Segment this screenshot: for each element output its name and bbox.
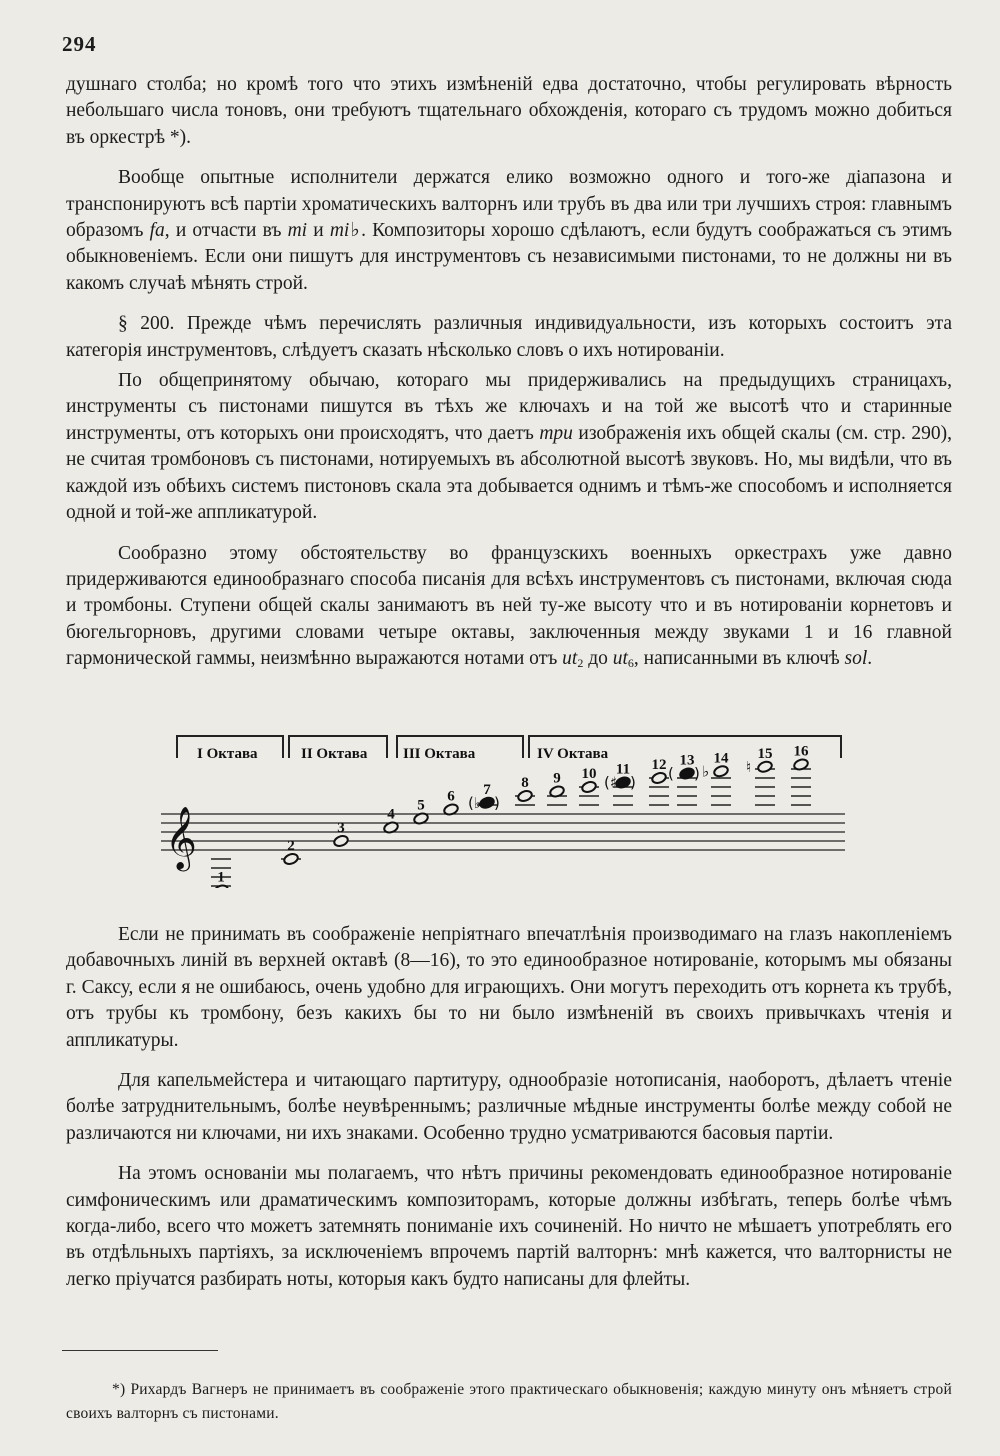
harmonic-number: 12: [651, 757, 667, 773]
text-run: 2: [577, 656, 584, 671]
paragraph: [66, 311, 952, 364]
harmonic-number: 2: [287, 838, 295, 854]
text-run: . Композиторы хорошо сдѣлаютъ, если будутъ соображаться съ этимъ обыкновеніемъ. Если они пишутъ для инструментовъ съ независимыми пистонами, то не должны ни въ какомъ случаѣ мѣнять строй.: [66, 220, 953, 294]
text-run: , написанными въ ключѣ: [633, 648, 845, 670]
page-number: 294: [62, 32, 97, 56]
text-run: ut: [612, 648, 628, 670]
text-run: На этомъ основаніи мы полагаемъ, что нѣтъ причины рекомендовать единообразное нотированіе симфоническимъ или драматическимъ композиторамъ, которые должны избѣгать, теперь болѣе чѣмъ когда-либо, всего что можетъ затемнять пониманіе ихъ сочиненій. Но ничто не мѣшаетъ употреблять его въ отдѣльныхъ партіяхъ, за исключеніемъ впрочемъ партій валторнъ: мнѣ кажется, что валторнисты не легко пріучатся разбирать ноты, которыя какъ будто написаны для флейты.: [66, 1163, 952, 1290]
note-head: [517, 789, 533, 802]
harmonic-number: 4: [387, 806, 395, 823]
text-run: По общепринятому обычаю, котораго мы придерживались на предыдущихъ страницахъ, инструменты съ пистонами пишутся въ тѣхъ же ключахъ и на той же высотѣ что и старинные инструменты, отъ которыхъ они происходятъ, что даетъ: [66, 370, 952, 444]
footnote: *) Рихардъ Вагнеръ не принимаетъ въ соображеніе этого практическаго обыкновенія; каждую минуту онъ мѣняетъ строй своихъ валторнъ съ пистонами.: [66, 1381, 952, 1422]
note-head: [581, 780, 597, 793]
harmonic-number: 9: [553, 770, 561, 787]
accidental: ♮: [746, 757, 752, 776]
paragraph: [66, 1161, 952, 1293]
text-run: Для капельмейстера и читающаго партитуру, однообразіе нотописанія, наоборотъ, дѣлаетъ чтеніе болѣе затруднительнымъ, болѣе неувѣреннымъ; различные мѣдные инструменты болѣе между собой не различаются ни ключами, ни ихъ знаками. Особенно трудно усматриваются басовыя партіи.: [66, 1070, 952, 1144]
note-head: [757, 760, 773, 773]
paragraph: [66, 165, 952, 297]
text-run: .: [867, 648, 873, 670]
music-staff-svg: [155, 728, 855, 888]
paragraph: [66, 1068, 952, 1147]
paragraph: [66, 72, 952, 151]
text-run: душнаго столба; но кромѣ того что этихъ измѣненій едва достаточно, чтобы регулировать вѣрность небольшаго числа тоновъ, они требуютъ тщательнаго обхожденія, котораго съ трудомъ можно добиться въ оркестрѣ *).: [66, 74, 952, 148]
paren-close: ): [694, 764, 700, 783]
text-block-bottom: [66, 922, 952, 1293]
harmonic-number: 15: [757, 745, 773, 762]
harmonic-number: 8: [521, 775, 529, 791]
harmonic-number: 5: [417, 797, 425, 814]
note-head: [713, 765, 729, 778]
paren-close: ): [630, 773, 636, 792]
text-run: § 200. Прежде чѣмъ перечислять различныя индивидуальности, изъ которыхъ состоитъ эта категорія инструментовъ, слѣдуетъ сказать нѣсколько словъ о ихъ нотированіи.: [66, 313, 952, 361]
text-run: ut: [562, 648, 578, 670]
text-run: Если не принимать въ соображеніе непріятнаго впечатлѣнія производимаго на глазъ накопленіемъ добавочныхъ линій въ верхней октавѣ (8—16), то это единообразное нотированіе, которымъ мы обязаны г. Саксу, если я не ошибаюсь, очень удобно для играющихъ. Они могутъ переходить отъ корнета къ трубѣ, отъ трубы къ тромбону, безъ какихъ бы то ни было измѣненій въ своихъ привычкахъ чтенія и аппликатуры.: [66, 924, 952, 1051]
octave-label: I Октава: [197, 746, 258, 762]
harmonic-number: 6: [447, 788, 455, 805]
text-run: , и отчасти въ: [164, 220, 288, 242]
music-example: [155, 728, 855, 888]
octave-label: IV Октава: [537, 746, 609, 762]
treble-clef-icon: 𝄞: [165, 806, 197, 869]
harmonic-number: 1: [217, 869, 225, 886]
harmonic-number: 10: [581, 766, 597, 782]
text-run: изображенія ихъ общей скалы (см. стр. 290), не считая тромбоновъ съ пистонами, нотируемыхъ въ абсолютной высотѣ звуковъ. Но, мы видѣли, что въ каждой изъ обѣихъ системъ пистоновъ скала эта добывается однимъ и тѣмъ-же способомъ и исполняется одной и той-же аппликатурой.: [66, 422, 952, 524]
text-run: sol: [844, 648, 868, 670]
text-run: до: [583, 648, 613, 670]
text-run: fa: [149, 220, 165, 242]
text-block-top: [66, 72, 952, 673]
accidental: (♭: [468, 793, 481, 812]
accidental: ♭: [702, 762, 710, 781]
text-run: и: [307, 220, 330, 242]
text-run: три: [539, 422, 573, 444]
octave-label: II Октава: [301, 746, 368, 762]
text-run: Вообще опытные исполнители держатся елико возможно одного и того-же діапазона и транспонируютъ всѣ партіи хроматическихъ валторнъ или трубъ въ два или три лучшихъ строя: главнымъ образомъ: [66, 167, 952, 242]
note-head: [479, 796, 495, 809]
octave-label: III Октава: [403, 746, 476, 762]
footnote-rule: [62, 1350, 218, 1351]
harmonic-number: 16: [793, 743, 809, 760]
note-head: [651, 771, 667, 784]
accidental: (: [668, 764, 674, 783]
harmonic-number: 7: [483, 781, 491, 798]
accidental: (♯: [604, 773, 618, 792]
harmonic-number: 13: [679, 752, 695, 769]
paragraph: [66, 368, 952, 526]
paragraph: [66, 541, 952, 673]
text-run: 6: [627, 656, 634, 671]
text-run: mi♭: [329, 220, 362, 242]
note-head: [283, 852, 299, 865]
harmonic-number: 3: [337, 820, 345, 836]
paren-close: ): [494, 793, 500, 812]
note-head: [333, 834, 349, 847]
text-run: Сообразно этому обстоятельству во французскихъ военныхъ оркестрахъ уже давно придерживаются единообразнаго способа писанія для всѣхъ инструментовъ съ пистонами, включая сюда и тромбоны. Ступени общей скалы занимаютъ въ ней ту-же высоту что и въ нотированіи корнетовъ и бюгельгорновъ, другими словами четыре октавы, заключенныя между звуками 1 и 16 главной гармонической гаммы, неизмѣнно выражаются нотами отъ: [66, 542, 952, 670]
harmonic-number: 11: [615, 761, 631, 778]
harmonic-number: 14: [713, 750, 729, 767]
paragraph: [66, 922, 952, 1054]
text-run: mi: [287, 220, 308, 242]
